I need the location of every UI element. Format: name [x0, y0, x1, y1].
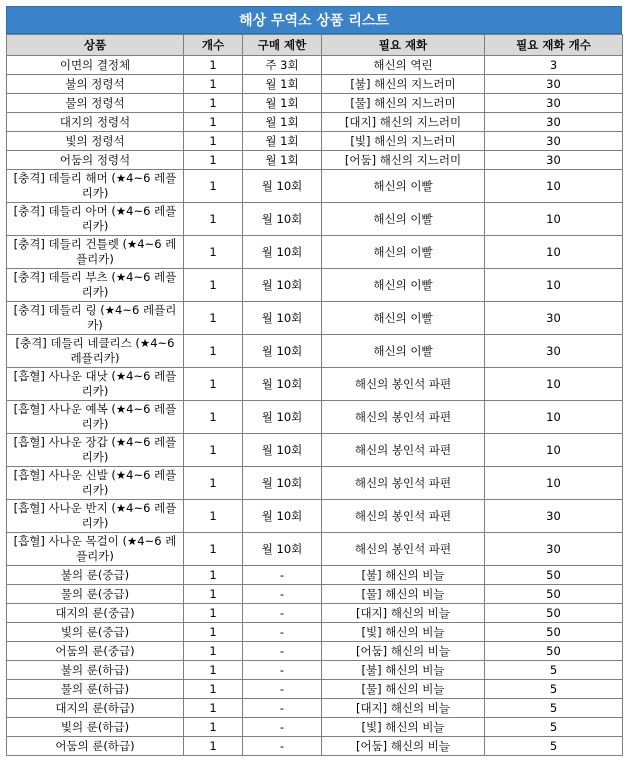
cell-required-currency: 해신의 이빨 — [322, 203, 485, 236]
table-row — [7, 236, 623, 269]
table-row — [7, 335, 623, 368]
cell-required-currency: [빛] 해신의 비늘 — [322, 623, 485, 642]
table-row — [7, 56, 623, 75]
cell-purchase-limit: 월 10회 — [243, 533, 322, 566]
cell-product: [흡혈] 사나운 반지 (★4~6 레플리카) — [7, 500, 184, 533]
cell-purchase-limit: 월 10회 — [243, 170, 322, 203]
table-row — [7, 623, 623, 642]
cell-purchase-limit: 월 1회 — [243, 132, 322, 151]
table-row — [7, 368, 623, 401]
cell-required-amount: 30 — [485, 94, 623, 113]
cell-count: 1 — [184, 661, 243, 680]
cell-product: 어둠의 룬(중급) — [7, 642, 184, 661]
cell-required-amount: 10 — [485, 434, 623, 467]
cell-required-currency: 해신의 봉인석 파편 — [322, 500, 485, 533]
table-row — [7, 113, 623, 132]
cell-required-currency: 해신의 이빨 — [322, 335, 485, 368]
cell-required-currency: 해신의 봉인석 파편 — [322, 533, 485, 566]
table-row — [7, 467, 623, 500]
cell-product: 물의 정령석 — [7, 94, 184, 113]
cell-purchase-limit: 월 10회 — [243, 236, 322, 269]
product-table — [6, 34, 623, 756]
cell-product: 물의 룬(중급) — [7, 585, 184, 604]
cell-product: 이면의 결정체 — [7, 56, 184, 75]
cell-count: 1 — [184, 401, 243, 434]
cell-required-currency: [불] 해신의 지느러미 — [322, 75, 485, 94]
cell-required-amount: 30 — [485, 500, 623, 533]
table-row — [7, 680, 623, 699]
cell-purchase-limit: - — [243, 642, 322, 661]
table-row — [7, 151, 623, 170]
cell-product: [흡혈] 사나운 장갑 (★4~6 레플리카) — [7, 434, 184, 467]
table-row — [7, 302, 623, 335]
cell-required-amount: 3 — [485, 56, 623, 75]
cell-count: 1 — [184, 236, 243, 269]
cell-required-amount: 50 — [485, 623, 623, 642]
cell-count: 1 — [184, 170, 243, 203]
cell-required-amount: 10 — [485, 236, 623, 269]
cell-required-currency: [불] 해신의 비늘 — [322, 661, 485, 680]
cell-count: 1 — [184, 642, 243, 661]
cell-purchase-limit: 월 10회 — [243, 500, 322, 533]
cell-product: [충격] 데들리 네클리스 (★4~6 레플리카) — [7, 335, 184, 368]
cell-required-currency: 해신의 이빨 — [322, 269, 485, 302]
cell-required-amount: 10 — [485, 467, 623, 500]
cell-required-amount: 5 — [485, 680, 623, 699]
header-required-currency: 필요 재화 — [322, 35, 485, 56]
cell-required-amount: 30 — [485, 335, 623, 368]
cell-product: 대지의 룬(중급) — [7, 604, 184, 623]
cell-required-currency: [빛] 해신의 비늘 — [322, 718, 485, 737]
cell-required-currency: 해신의 봉인석 파편 — [322, 401, 485, 434]
table-row — [7, 401, 623, 434]
cell-required-currency: [대지] 해신의 비늘 — [322, 699, 485, 718]
cell-required-currency: 해신의 봉인석 파편 — [322, 434, 485, 467]
table-title: 해상 무역소 상품 리스트 — [6, 6, 622, 34]
header-count: 개수 — [184, 35, 243, 56]
cell-product: 대지의 정령석 — [7, 113, 184, 132]
cell-product: 대지의 룬(하급) — [7, 699, 184, 718]
cell-product: 어둠의 룬(하급) — [7, 737, 184, 756]
table-row — [7, 737, 623, 756]
cell-purchase-limit: - — [243, 680, 322, 699]
cell-count: 1 — [184, 604, 243, 623]
table-row — [7, 699, 623, 718]
table-row — [7, 642, 623, 661]
cell-required-currency: [물] 해신의 비늘 — [322, 585, 485, 604]
cell-purchase-limit: 월 1회 — [243, 151, 322, 170]
cell-count: 1 — [184, 737, 243, 756]
cell-required-currency: [불] 해신의 비늘 — [322, 566, 485, 585]
cell-required-currency: 해신의 이빨 — [322, 302, 485, 335]
header-purchase-limit: 구매 제한 — [243, 35, 322, 56]
cell-required-currency: [물] 해신의 비늘 — [322, 680, 485, 699]
cell-purchase-limit: - — [243, 718, 322, 737]
cell-purchase-limit: 월 10회 — [243, 269, 322, 302]
cell-required-currency: [물] 해신의 지느러미 — [322, 94, 485, 113]
cell-count: 1 — [184, 680, 243, 699]
cell-count: 1 — [184, 533, 243, 566]
table-row — [7, 585, 623, 604]
cell-required-currency: [빛] 해신의 지느러미 — [322, 132, 485, 151]
cell-required-amount: 30 — [485, 302, 623, 335]
table-row — [7, 604, 623, 623]
cell-required-currency: [어둠] 해신의 지느러미 — [322, 151, 485, 170]
cell-required-amount: 5 — [485, 699, 623, 718]
cell-count: 1 — [184, 467, 243, 500]
cell-product: 빛의 룬(하급) — [7, 718, 184, 737]
cell-required-amount: 5 — [485, 737, 623, 756]
table-row — [7, 434, 623, 467]
cell-required-currency: [어둠] 해신의 비늘 — [322, 642, 485, 661]
cell-count: 1 — [184, 699, 243, 718]
header-product: 상품 — [7, 35, 184, 56]
cell-required-currency: 해신의 봉인석 파편 — [322, 368, 485, 401]
cell-count: 1 — [184, 132, 243, 151]
cell-required-currency: [대지] 해신의 비늘 — [322, 604, 485, 623]
cell-required-amount: 30 — [485, 113, 623, 132]
cell-required-currency: [대지] 해신의 지느러미 — [322, 113, 485, 132]
cell-purchase-limit: 월 10회 — [243, 368, 322, 401]
cell-count: 1 — [184, 335, 243, 368]
cell-count: 1 — [184, 151, 243, 170]
cell-count: 1 — [184, 302, 243, 335]
cell-product: [충격] 데들리 링 (★4~6 레플리카) — [7, 302, 184, 335]
cell-purchase-limit: 월 10회 — [243, 203, 322, 236]
cell-count: 1 — [184, 623, 243, 642]
cell-required-amount: 5 — [485, 661, 623, 680]
cell-count: 1 — [184, 500, 243, 533]
cell-product: 불의 정령석 — [7, 75, 184, 94]
cell-purchase-limit: - — [243, 623, 322, 642]
cell-required-currency: 해신의 이빨 — [322, 170, 485, 203]
cell-purchase-limit: 월 10회 — [243, 434, 322, 467]
table-row — [7, 661, 623, 680]
cell-count: 1 — [184, 56, 243, 75]
table-row — [7, 94, 623, 113]
cell-count: 1 — [184, 368, 243, 401]
table-row — [7, 500, 623, 533]
cell-purchase-limit: - — [243, 604, 322, 623]
cell-purchase-limit: 월 1회 — [243, 94, 322, 113]
cell-required-amount: 30 — [485, 132, 623, 151]
cell-count: 1 — [184, 566, 243, 585]
cell-required-amount: 50 — [485, 566, 623, 585]
table-row — [7, 203, 623, 236]
cell-product: 불의 룬(하급) — [7, 661, 184, 680]
table-body — [7, 56, 623, 756]
cell-required-amount: 30 — [485, 533, 623, 566]
cell-count: 1 — [184, 75, 243, 94]
table-row — [7, 170, 623, 203]
cell-product: [충격] 데들리 건틀렛 (★4~6 레플리카) — [7, 236, 184, 269]
table-row — [7, 718, 623, 737]
cell-count: 1 — [184, 718, 243, 737]
cell-required-amount: 10 — [485, 170, 623, 203]
cell-required-currency: 해신의 역린 — [322, 56, 485, 75]
cell-required-amount: 10 — [485, 269, 623, 302]
cell-product: [흡혈] 사나운 목걸이 (★4~6 레플리카) — [7, 533, 184, 566]
cell-purchase-limit: 월 10회 — [243, 401, 322, 434]
cell-product: 빛의 정령석 — [7, 132, 184, 151]
table-row — [7, 132, 623, 151]
cell-required-amount: 10 — [485, 401, 623, 434]
cell-purchase-limit: - — [243, 699, 322, 718]
cell-required-amount: 5 — [485, 718, 623, 737]
table-row — [7, 533, 623, 566]
cell-required-amount: 30 — [485, 151, 623, 170]
cell-purchase-limit: - — [243, 585, 322, 604]
table-row — [7, 75, 623, 94]
cell-product: [흡혈] 사나운 예복 (★4~6 레플리카) — [7, 401, 184, 434]
cell-count: 1 — [184, 203, 243, 236]
cell-product: [충격] 데들리 해머 (★4~6 레플리카) — [7, 170, 184, 203]
cell-required-amount: 50 — [485, 642, 623, 661]
cell-product: 빛의 룬(중급) — [7, 623, 184, 642]
table-row — [7, 269, 623, 302]
cell-count: 1 — [184, 269, 243, 302]
cell-required-currency: [어둠] 해신의 비늘 — [322, 737, 485, 756]
cell-product: 물의 룬(하급) — [7, 680, 184, 699]
cell-required-amount: 50 — [485, 604, 623, 623]
cell-product: 어둠의 정령석 — [7, 151, 184, 170]
cell-required-currency: 해신의 이빨 — [322, 236, 485, 269]
cell-required-amount: 10 — [485, 368, 623, 401]
cell-product: [흡혈] 사나운 대낫 (★4~6 레플리카) — [7, 368, 184, 401]
cell-purchase-limit: 주 3회 — [243, 56, 322, 75]
cell-required-amount: 50 — [485, 585, 623, 604]
cell-purchase-limit: - — [243, 661, 322, 680]
cell-product: [충격] 데들리 아머 (★4~6 레플리카) — [7, 203, 184, 236]
cell-count: 1 — [184, 113, 243, 132]
cell-required-amount: 30 — [485, 75, 623, 94]
cell-required-currency: 해신의 봉인석 파편 — [322, 467, 485, 500]
table-row — [7, 566, 623, 585]
cell-count: 1 — [184, 94, 243, 113]
cell-purchase-limit: 월 10회 — [243, 467, 322, 500]
cell-purchase-limit: 월 10회 — [243, 335, 322, 368]
cell-product: [흡혈] 사나운 신발 (★4~6 레플리카) — [7, 467, 184, 500]
header-required-amount: 필요 재화 개수 — [485, 35, 623, 56]
cell-product: [충격] 데들리 부츠 (★4~6 레플리카) — [7, 269, 184, 302]
cell-required-amount: 10 — [485, 203, 623, 236]
cell-count: 1 — [184, 585, 243, 604]
cell-purchase-limit: - — [243, 566, 322, 585]
cell-purchase-limit: 월 10회 — [243, 302, 322, 335]
cell-count: 1 — [184, 434, 243, 467]
cell-purchase-limit: 월 1회 — [243, 75, 322, 94]
cell-purchase-limit: 월 1회 — [243, 113, 322, 132]
cell-product: 불의 룬(중급) — [7, 566, 184, 585]
header-row — [7, 35, 623, 56]
cell-purchase-limit: - — [243, 737, 322, 756]
